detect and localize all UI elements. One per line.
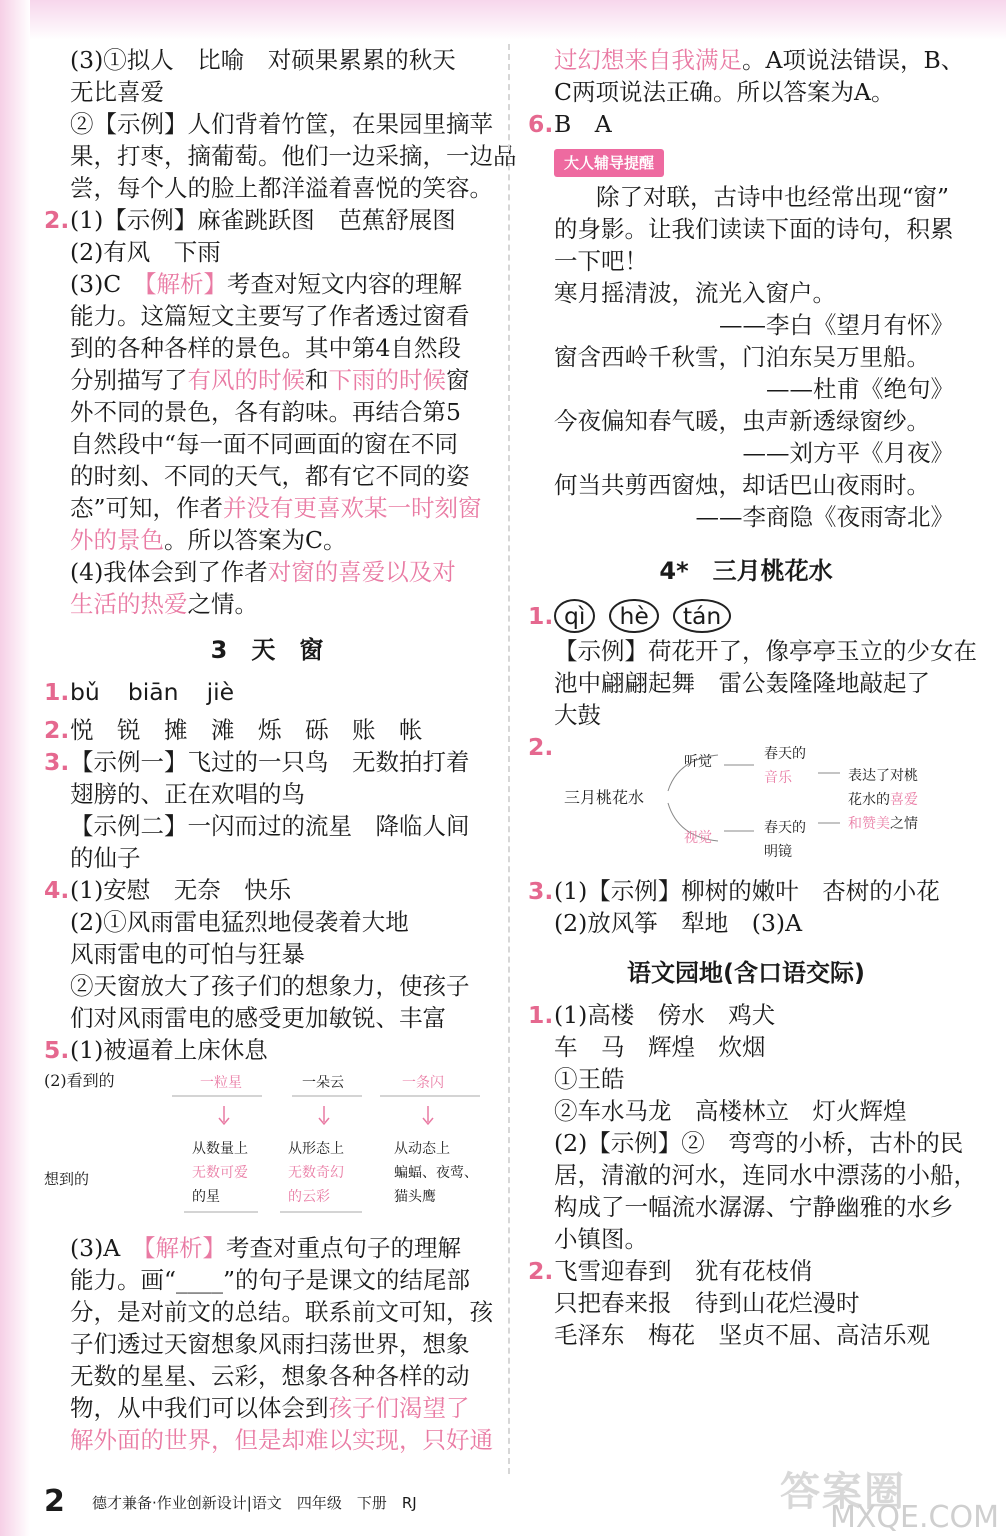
text-line: 构成了一幅流水潺潺、宁静幽雅的水乡 [554,1193,954,1221]
pinyin: jiè [206,678,235,706]
left-column [44,44,517,1456]
question-number: 1. [528,1001,554,1029]
answer-text: (1)【示例】柳树的嫩叶 杏树的小花 [554,877,940,905]
question-number: 6. [528,110,554,138]
text-line: 能力。画“____”的句子是课文的结尾部 [70,1266,471,1294]
text-line [44,874,490,906]
diagram-thought-3a: 从动态上 [394,1141,450,1157]
diagram-lines [528,745,964,875]
answer-text: 【示例一】飞过的一只鸟 无数拍打着 [70,748,470,776]
text-line: 翅膀的、正在欢唱的鸟 [70,780,305,808]
question-number: 2. [44,206,70,234]
text-line: 外不同的景色，各有韵味。再结合第5 [70,398,461,426]
text-line [44,364,490,396]
question-number: 4. [44,876,70,904]
peach-water-diagram [528,745,964,875]
answer-text: 和 [305,366,329,394]
diagram-highlight: 和赞美 [848,816,890,832]
page-number: 2 [44,1484,65,1519]
text-line: (2)①风雨雷电猛烈地侵袭着大地 [70,908,409,936]
left-decoration [0,0,30,1536]
highlight-text: 有风的时候 [187,366,305,394]
text-line: 能力。这篇短文主要写了作者透过窗看 [70,302,470,330]
answer-text: 分别描写了 [70,366,188,394]
text-line: 无比喜爱 [70,78,164,106]
diagram-mirror: 明镜 [764,844,792,860]
text-line: 毛泽东 梅花 坚贞不屈、高洁乐观 [554,1321,930,1349]
text-line: 子们透过天窗想象风雨扫荡世界，想象 [70,1330,470,1358]
diagram-thought-1a: 从数量上 [192,1141,248,1157]
right-column [528,44,977,1351]
question-number: 2. [528,1257,554,1285]
question-number: 3. [44,748,70,776]
diagram-text: 之情 [890,816,918,832]
poem-line: 寒月摇清波，流光入窗户。 [554,279,836,307]
diagram-seen-1: 一粒星 [200,1075,242,1091]
answer-text: 考查对短文内容的理解 [227,270,463,298]
text-line: 们对风雨雷电的感受更加敏锐、丰富 [70,1004,446,1032]
text-line: 无数的星星、云彩，想象各种各样的动 [70,1362,470,1390]
answer-text: (1)高楼 傍水 鸡犬 [554,1001,776,1029]
question-number: 2. [528,733,554,761]
analysis-tag: 【解析】 [144,270,228,298]
answer-text: 物，从中我们可以体会到 [70,1394,329,1422]
text-line [528,597,964,635]
text-line: ①王皓 [554,1065,625,1093]
answer-text: B A [554,110,612,138]
text-line: ②【示例】人们背着竹筐，在果园里摘苹 [70,110,493,138]
text-line [44,746,490,778]
text-line: 车 马 辉煌 炊烟 [554,1033,766,1061]
diagram-hearing: 听觉 [684,754,712,770]
text-line: 果，打枣，摘葡萄。他们一边采摘，一边品 [70,142,517,170]
text-line [44,204,490,236]
page-footer [44,1484,744,1524]
diagram-thought-3c: 猫头鹰 [394,1189,436,1205]
diagram-result-2 [848,791,918,809]
text-line: 除了对联，古诗中也经常出现“窗” [596,183,950,211]
text-line [44,1232,490,1264]
text-line: 的仙子 [70,844,141,872]
text-line [44,714,490,746]
answer-text: 态”可知，作者 [70,494,224,522]
answer-text: 考查对重点句子的理解 [226,1234,462,1262]
pinyin: bǔ [70,678,100,706]
question-number: 1. [528,602,554,630]
text-line: (3)①拟人 比喻 对硕果累累的秋天 [70,46,456,74]
question-number: 5. [44,1036,70,1064]
diagram-label-thought: 想到的 [44,1170,90,1188]
poem-line: 何当共剪西窗烛，却话巴山夜雨时。 [554,471,930,499]
text-line: 居，清澈的河水，连同水中漂荡的小船， [554,1161,977,1189]
diagram-spring-2: 春天的 [764,820,806,836]
poem-line: 窗含西岭千秋雪，门泊东吴万里船。 [554,343,930,371]
diagram-spring-1: 春天的 [764,746,806,762]
text-line: 一下吧！ [554,247,648,275]
text-line: 分，是对前文的总结。联系前文可知，孩 [70,1298,493,1326]
watermark-url: MXQE.COM [830,1500,999,1535]
highlight-text: 并没有更喜欢某一时刻窗 [223,494,482,522]
answer-text: (1)被逼着上床休息 [70,1036,268,1064]
text-line [44,588,490,620]
text-line: ②天窗放大了孩子们的想象力，使孩子 [70,972,470,1000]
poem-source: ——杜甫《绝句》 [766,375,954,403]
text-line [528,44,964,76]
poem-line: 今夜偏知春气暖，虫声新透绿窗纱。 [554,407,930,435]
highlight-text: 下雨的时候 [328,366,446,394]
diagram-thought-1b: 无数可爱 [192,1165,248,1181]
diagram-root: 三月桃花水 [564,788,645,807]
poem-source: ——李白《望月有怀》 [719,311,954,339]
answer-text: 。A项说法错误，B、 [742,46,965,74]
pinyin-circle: qì [554,599,595,633]
highlight-text: 生活的热爱 [70,590,188,618]
text-line: 到的各种各样的景色。其中第4自然段 [70,334,461,362]
diagram-result-3 [848,815,918,833]
answer-text: (1)【示例】麻雀跳跃图 芭蕉舒展图 [70,206,456,234]
pinyin-circle: hè [609,599,658,633]
text-line: 【示例二】一闪而过的流星 降临人间 [70,812,470,840]
text-line [44,676,490,708]
top-decoration [0,0,1006,40]
text-line: 大鼓 [554,701,601,729]
diagram-thought-2a: 从形态上 [288,1141,344,1157]
watermark-logo: 答案圈 [780,1469,906,1515]
text-line: 尝，每个人的脸上都洋溢着喜悦的笑容。 [70,174,493,202]
text-line: 的时刻、不同的天气，都有它不同的姿 [70,462,470,490]
text-line: C两项说法正确。所以答案为A。 [554,78,895,106]
answer-text: 窗 [446,366,470,394]
text-line [44,492,490,524]
text-line: (2)【示例】② 弯弯的小桥，古朴的民 [554,1129,964,1157]
text-line: 池中翩翩起舞 雷公轰隆隆地敲起了 [554,669,930,697]
text-line [528,1255,964,1287]
answer-text: 之情。 [187,590,258,618]
diagram-thought-2c: 的云彩 [288,1189,330,1205]
highlight-text: 外的景色 [70,526,164,554]
answer-text: (3)A [70,1234,144,1262]
section-title: 语文园地(含口语交际) [627,959,865,987]
text-line [44,1424,493,1456]
seen-thought-diagram [44,1066,490,1226]
diagram-text: 花水的 [848,792,890,808]
text-line [44,1034,490,1066]
answer-text: 飞雪迎春到 犹有花枝俏 [554,1257,813,1285]
column-divider [508,44,510,1474]
answer-text: (1)安慰 无奈 快乐 [70,876,292,904]
question-number: 1. [44,678,70,706]
text-line: (2)有风 下雨 [70,238,221,266]
diagram-label-seen: (2)看到的 [44,1071,115,1090]
diagram-seen-3: 一条闪 [402,1075,444,1091]
text-line [528,144,964,177]
answer-text: (3)C [70,270,145,298]
text-line [44,556,490,588]
text-line: 只把春来报 待到山花烂漫时 [554,1289,860,1317]
text-line: (2)放风筝 犁地 (3)A [554,909,803,937]
text-line [44,268,490,300]
text-line: 【示例】荷花开了，像亭亭玉立的少女在 [554,637,977,665]
diagram-sight: 视觉 [684,830,712,846]
diagram-highlight: 喜爱 [890,792,918,808]
poem-source: ——刘方平《月夜》 [742,439,954,467]
answer-text: 。所以答案为C。 [164,526,347,554]
diagram-music: 音乐 [764,770,792,786]
answer-text: 悦 锐 摊 滩 烁 砾 账 帐 [70,716,423,744]
highlight-text: 过幻想来自我满足 [554,46,742,74]
text-line: 的身影。让我们读读下面的诗句，积累 [554,215,954,243]
diagram-seen-2: 一朵云 [302,1075,344,1091]
question-number: 3. [528,877,554,905]
analysis-tag: 【解析】 [143,1234,227,1262]
poem-source: ——李商隐《夜雨寄北》 [695,503,954,531]
diagram-thought-3b: 蝙蝠、夜莺、 [394,1165,478,1181]
highlight-text: 孩子们渴望了 [328,1394,470,1422]
question-number: 2. [44,716,70,744]
text-line [528,999,964,1031]
text-line [44,524,490,556]
section-title: 3 天 窗 [210,636,324,664]
text-line: 小镇图。 [554,1225,648,1253]
text-line [528,875,964,907]
text-line [528,108,964,140]
diagram-thought-1c: 的星 [192,1189,220,1205]
highlight-text: 对窗的喜爱以及对 [267,558,456,586]
answer-text: (4)我体会到了作者 [70,558,268,586]
footer-book-title: 德才兼备·作业创新设计|语文 四年级 下册 RJ [92,1494,417,1512]
parent-tip-tag: 大人辅导提醒 [554,149,664,177]
section-title: 4* 三月桃花水 [659,557,833,585]
highlight-text: 解外面的世界，但是却难以实现，只好通 [70,1426,493,1454]
text-line: 自然段中“每一面不同画面的窗在不同 [70,430,459,458]
pinyin: biān [127,678,179,706]
text-line: 风雨雷电的可怕与狂暴 [70,940,305,968]
text-line: ②车水马龙 高楼林立 灯火辉煌 [554,1097,907,1125]
pinyin-circle: tán [673,599,732,633]
text-line [44,1392,490,1424]
diagram-thought-2b: 无数奇幻 [288,1165,344,1181]
diagram-result-1: 表达了对桃 [848,768,918,784]
